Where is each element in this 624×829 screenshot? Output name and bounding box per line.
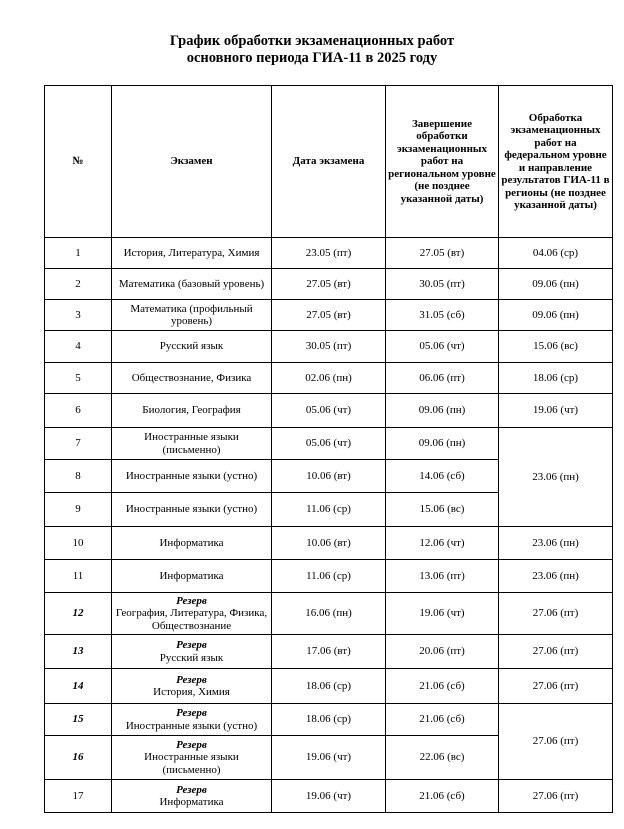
row-regional: 30.05 (пт) bbox=[386, 269, 499, 300]
row-date: 23.05 (пт) bbox=[272, 238, 386, 269]
row-federal: 09.06 (пн) bbox=[499, 300, 613, 331]
exam-name: Иностранные языки (устно) bbox=[125, 503, 258, 516]
row-exam bbox=[112, 363, 272, 394]
row-regional: 21.06 (сб) bbox=[386, 780, 499, 813]
table-row bbox=[45, 363, 613, 394]
reserve-label: Резерв bbox=[176, 594, 207, 607]
table-row bbox=[45, 669, 613, 704]
row-regional: 09.06 (пн) bbox=[386, 428, 499, 460]
row-federal: 15.06 (вс) bbox=[499, 331, 613, 363]
row-regional: 21.06 (сб) bbox=[386, 704, 499, 736]
row-num: 17 bbox=[45, 780, 112, 813]
row-exam bbox=[112, 669, 272, 704]
row-num: 13 bbox=[45, 635, 112, 669]
exam-name: Биология, География bbox=[142, 404, 241, 417]
header-row bbox=[45, 86, 613, 238]
row-regional: 21.06 (сб) bbox=[386, 669, 499, 704]
exam-name: Иностранные языки (письменно) bbox=[144, 431, 239, 456]
row-num: 3 bbox=[45, 300, 112, 331]
row-federal: 18.06 (ср) bbox=[499, 363, 613, 394]
row-regional: 05.06 (чт) bbox=[386, 331, 499, 363]
row-num: 6 bbox=[45, 394, 112, 428]
row-num: 9 bbox=[45, 493, 112, 527]
row-exam bbox=[112, 394, 272, 428]
row-federal: 23.06 (пн) bbox=[499, 527, 613, 560]
row-federal: 09.06 (пн) bbox=[499, 269, 613, 300]
row-date: 11.06 (ср) bbox=[272, 560, 386, 593]
exam-name: Информатика bbox=[159, 569, 224, 582]
row-date: 10.06 (вт) bbox=[272, 527, 386, 560]
table-row bbox=[45, 527, 613, 560]
table-row bbox=[45, 560, 613, 593]
row-num: 7 bbox=[45, 428, 112, 460]
row-regional: 12.06 (чт) bbox=[386, 527, 499, 560]
reserve-label: Резерв bbox=[176, 783, 207, 796]
row-federal: 27.06 (пт) bbox=[499, 635, 613, 669]
header-exam: Экзамен bbox=[112, 86, 272, 238]
schedule-table bbox=[44, 85, 613, 813]
row-regional: 20.06 (пт) bbox=[386, 635, 499, 669]
table-row bbox=[45, 300, 613, 331]
table-row bbox=[45, 428, 613, 460]
row-exam bbox=[112, 780, 272, 813]
exam-name: Математика (базовый уровень) bbox=[118, 277, 265, 290]
row-exam bbox=[112, 493, 272, 527]
row-date: 11.06 (ср) bbox=[272, 493, 386, 527]
row-regional: 15.06 (вс) bbox=[386, 493, 499, 527]
row-federal: 27.06 (пт) bbox=[499, 669, 613, 704]
row-date: 05.06 (чт) bbox=[272, 428, 386, 460]
row-date: 16.06 (пн) bbox=[272, 593, 386, 635]
row-num: 12 bbox=[45, 593, 112, 635]
row-federal: 27.06 (пт) bbox=[499, 780, 613, 813]
row-regional: 14.06 (сб) bbox=[386, 460, 499, 493]
row-num: 10 bbox=[45, 527, 112, 560]
exam-name: Информатика bbox=[159, 536, 224, 549]
row-federal-merged: 27.06 (пт) bbox=[499, 704, 613, 780]
exam-name: Иностранные языки (устно) bbox=[125, 469, 258, 482]
row-num: 11 bbox=[45, 560, 112, 593]
table-row bbox=[45, 593, 613, 635]
exam-name: Информатика bbox=[159, 796, 224, 808]
row-regional: 22.06 (вс) bbox=[386, 736, 499, 780]
title-line-1: График обработки экзаменационных работ bbox=[169, 33, 455, 49]
row-federal: 23.06 (пн) bbox=[499, 560, 613, 593]
row-federal-merged: 23.06 (пн) bbox=[499, 428, 613, 527]
row-exam bbox=[112, 704, 272, 736]
row-date: 27.05 (вт) bbox=[272, 269, 386, 300]
exam-name: Русский язык bbox=[159, 340, 224, 353]
row-regional: 31.05 (сб) bbox=[386, 300, 499, 331]
row-exam bbox=[112, 428, 272, 460]
table-row bbox=[45, 269, 613, 300]
row-exam bbox=[112, 300, 272, 331]
table-row bbox=[45, 635, 613, 669]
row-num: 16 bbox=[45, 736, 112, 780]
row-num: 1 bbox=[45, 238, 112, 269]
row-date: 19.06 (чт) bbox=[272, 780, 386, 813]
row-num: 8 bbox=[45, 460, 112, 493]
row-exam bbox=[112, 460, 272, 493]
row-regional: 09.06 (пн) bbox=[386, 394, 499, 428]
exam-name: История, Химия bbox=[153, 686, 230, 698]
row-regional: 13.06 (пт) bbox=[386, 560, 499, 593]
exam-name: История, Литература, Химия bbox=[123, 246, 260, 259]
row-date: 10.06 (вт) bbox=[272, 460, 386, 493]
row-federal: 27.06 (пт) bbox=[499, 593, 613, 635]
exam-name: Математика (профильный уровень) bbox=[130, 302, 253, 327]
row-num: 15 bbox=[45, 704, 112, 736]
header-num: № bbox=[45, 86, 112, 238]
title-line-2: основного периода ГИА-11 в 2025 году bbox=[186, 50, 438, 66]
header-regional: Завершение обработки экзаменационных работ на региональном уровне (не позднее указанной даты) bbox=[386, 86, 499, 238]
row-num: 5 bbox=[45, 363, 112, 394]
row-num: 2 bbox=[45, 269, 112, 300]
exam-name: География, Литература, Физика, Обществознание bbox=[115, 607, 268, 632]
reserve-label: Резерв bbox=[176, 707, 207, 719]
row-date: 02.06 (пн) bbox=[272, 363, 386, 394]
table-row bbox=[45, 394, 613, 428]
row-exam bbox=[112, 736, 272, 780]
table-row bbox=[45, 238, 613, 269]
row-exam bbox=[112, 527, 272, 560]
row-date: 17.06 (вт) bbox=[272, 635, 386, 669]
document-title bbox=[0, 33, 624, 67]
row-date: 05.06 (чт) bbox=[272, 394, 386, 428]
row-num: 4 bbox=[45, 331, 112, 363]
header-date: Дата экзамена bbox=[272, 86, 386, 238]
row-date: 18.06 (ср) bbox=[272, 669, 386, 704]
table-row bbox=[45, 780, 613, 813]
row-regional: 27.05 (вт) bbox=[386, 238, 499, 269]
row-date: 27.05 (вт) bbox=[272, 300, 386, 331]
row-regional: 06.06 (пт) bbox=[386, 363, 499, 394]
row-exam bbox=[112, 331, 272, 363]
exam-name: Русский язык bbox=[159, 651, 224, 664]
reserve-label: Резерв bbox=[176, 673, 207, 686]
row-date: 30.05 (пт) bbox=[272, 331, 386, 363]
table-row bbox=[45, 331, 613, 363]
row-date: 18.06 (ср) bbox=[272, 704, 386, 736]
row-num: 14 bbox=[45, 669, 112, 704]
exam-name: Иностранные языки (устно) bbox=[125, 719, 258, 732]
row-regional: 19.06 (чт) bbox=[386, 593, 499, 635]
row-federal: 04.06 (ср) bbox=[499, 238, 613, 269]
row-federal: 19.06 (чт) bbox=[499, 394, 613, 428]
reserve-label: Резерв bbox=[176, 738, 207, 751]
row-date: 19.06 (чт) bbox=[272, 736, 386, 780]
row-exam bbox=[112, 635, 272, 669]
row-exam bbox=[112, 593, 272, 635]
table-row bbox=[45, 704, 613, 736]
reserve-label: Резерв bbox=[176, 639, 207, 651]
exam-name: Обществознание, Физика bbox=[131, 371, 252, 384]
header-federal: Обработка экзаменационных работ на федеральном уровне и направление результатов ГИА-11 в регионы (не позднее указанной даты) bbox=[499, 86, 613, 238]
exam-name: Иностранные языки (письменно) bbox=[144, 751, 239, 776]
row-exam bbox=[112, 560, 272, 593]
row-exam bbox=[112, 269, 272, 300]
row-exam bbox=[112, 238, 272, 269]
